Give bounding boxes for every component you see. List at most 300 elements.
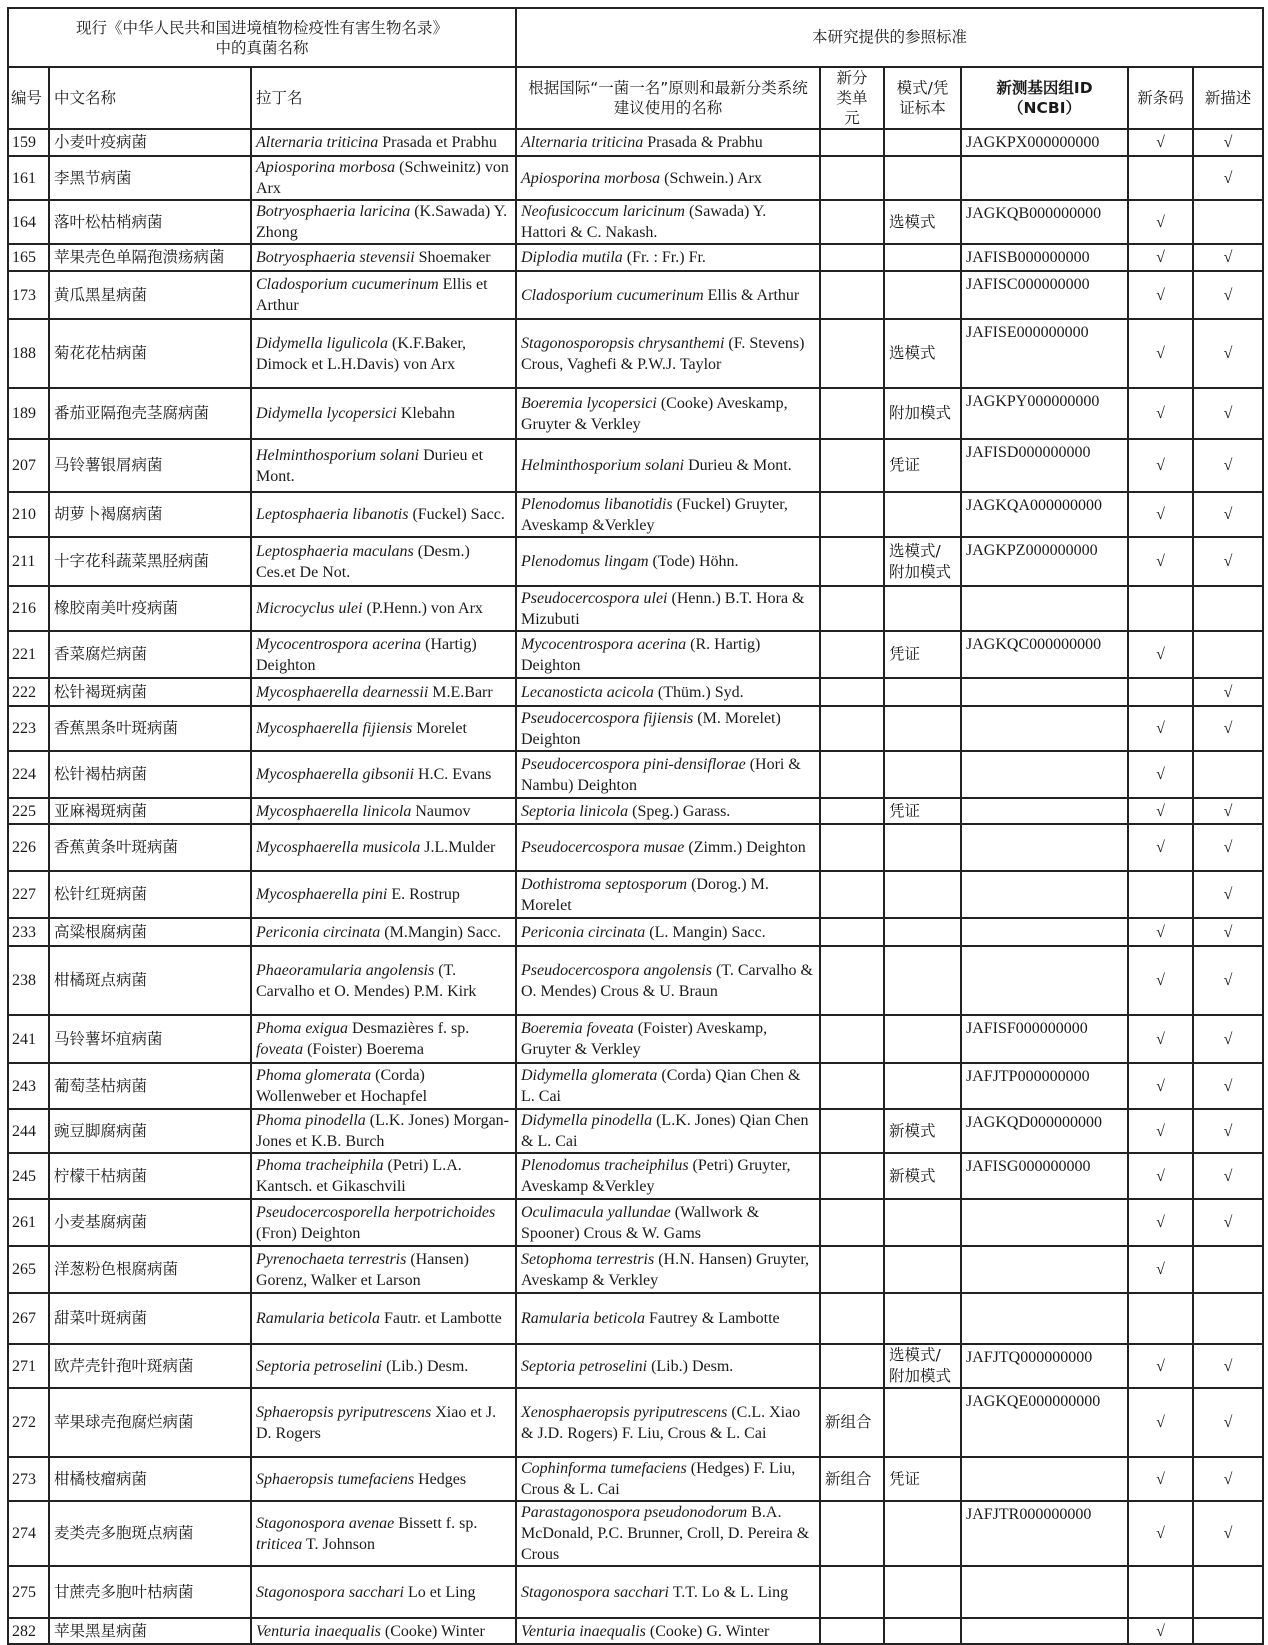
cell-latin-name xyxy=(251,537,516,586)
recommended-authority: Durieu & Mont. xyxy=(684,457,792,474)
recommended-authority: (F. Stevens) Crous, Vaghefi & P.W.J. Taylor xyxy=(521,334,805,373)
cell-new-description: √ xyxy=(1193,706,1263,751)
cell-new-barcode: √ xyxy=(1128,129,1193,156)
cell-type-voucher xyxy=(884,946,961,1015)
recommended-italic: Septoria linicola xyxy=(521,802,629,820)
cell-genome-id xyxy=(961,156,1128,200)
cell-new-description: √ xyxy=(1193,271,1263,319)
cell-type-voucher xyxy=(884,1566,961,1618)
cell-new-taxon xyxy=(820,1153,884,1199)
recommended-authority: T.T. Lo & L. Ling xyxy=(669,1583,789,1601)
table-row xyxy=(8,1566,1263,1618)
cell-new-description: √ xyxy=(1193,1344,1263,1388)
latin-italic: Didymella ligulicola xyxy=(256,334,388,352)
cell-recommended-name xyxy=(516,1457,820,1501)
recommended-italic: Lecanosticta acicola xyxy=(521,683,654,701)
cell-new-description: √ xyxy=(1193,244,1263,271)
cell-no: 159 xyxy=(8,129,49,156)
latin-italic: Sphaeropsis tumefaciens xyxy=(256,1470,415,1488)
cell-recommended-name xyxy=(516,319,820,388)
cell-cn-name: 松针褐斑病菌 xyxy=(49,678,251,706)
latin-italic: Mycosphaerella gibsonii xyxy=(256,766,415,783)
cell-no: 165 xyxy=(8,244,49,271)
latin-italic: Mycocentrospora acerina xyxy=(256,635,422,653)
cell-genome-id: JAFISC000000000 xyxy=(961,271,1128,319)
cell-cn-name: 胡萝卜褐腐病菌 xyxy=(49,492,251,537)
cell-genome-id xyxy=(961,824,1128,871)
latin-authority: (Lib.) Desm. xyxy=(382,1357,469,1375)
cell-genome-id: JAFISG000000000 xyxy=(961,1153,1128,1199)
latin-italic: Leptosphaeria maculans xyxy=(256,542,414,560)
cell-genome-id: JAGKPY000000000 xyxy=(961,388,1128,439)
cell-new-barcode: √ xyxy=(1128,1153,1193,1199)
cell-new-barcode xyxy=(1128,1293,1193,1344)
cell-new-description: √ xyxy=(1193,129,1263,156)
cell-latin-name xyxy=(251,1153,516,1199)
cell-recommended-name xyxy=(516,1618,820,1644)
cell-new-barcode: √ xyxy=(1128,1618,1193,1644)
latin-italic: Botryosphaeria stevensii xyxy=(256,249,415,266)
latin-authority: (L.K. Jones) Morgan-Jones et K.B. Burch xyxy=(256,1112,509,1150)
recommended-italic: Neofusicoccum laricinum xyxy=(521,203,685,220)
cell-new-description: √ xyxy=(1193,871,1263,918)
cell-no: 244 xyxy=(8,1109,49,1153)
cell-new-description: √ xyxy=(1193,1063,1263,1109)
table-row xyxy=(8,492,1263,537)
cell-latin-name xyxy=(251,824,516,871)
cell-new-barcode: √ xyxy=(1128,1388,1193,1457)
latin-italic: Mycosphaerella pini xyxy=(256,886,388,903)
cell-recommended-name xyxy=(516,1063,820,1109)
recommended-italic: Didymella glomerata xyxy=(521,1067,658,1084)
recommended-authority: (Cooke) Aveskamp, Gruyter & Verkley xyxy=(521,394,788,433)
cell-new-taxon xyxy=(820,200,884,244)
cell-recommended-name xyxy=(516,1388,820,1457)
cell-genome-id xyxy=(961,798,1128,824)
cell-no: 223 xyxy=(8,706,49,751)
cell-new-taxon xyxy=(820,1109,884,1153)
latin-italic: Cladosporium cucumerinum xyxy=(256,276,439,293)
latin-italic: Botryosphaeria laricina xyxy=(256,203,411,220)
latin-italic: Periconia circinata xyxy=(256,923,381,941)
cell-genome-id xyxy=(961,1457,1128,1501)
recommended-authority: (L. Mangin) Sacc. xyxy=(645,923,766,941)
latin-italic: Venturia inaequalis xyxy=(256,1622,381,1640)
cell-type-voucher: 凭证 xyxy=(884,1457,961,1501)
latin-italic: Phoma tracheiphila xyxy=(256,1157,384,1174)
latin-authority-2: (Foister) Boerema xyxy=(303,1041,424,1058)
latin-italic: Ramularia beticola xyxy=(256,1310,380,1327)
latin-italic: Phoma exigua xyxy=(256,1020,348,1037)
cell-latin-name xyxy=(251,492,516,537)
cell-new-description: √ xyxy=(1193,1388,1263,1457)
recommended-italic: Periconia circinata xyxy=(521,923,646,941)
cell-type-voucher xyxy=(884,1015,961,1063)
cell-no: 225 xyxy=(8,798,49,824)
cell-latin-name xyxy=(251,1457,516,1501)
recommended-authority: B.A. McDonald, P.C. Brunner, Croll, D. Pereira & Crous xyxy=(521,1504,810,1563)
cell-recommended-name xyxy=(516,1344,820,1388)
latin-authority: (K.F.Baker, Dimock et L.H.Davis) von Arx xyxy=(256,334,467,373)
cell-new-taxon xyxy=(820,1293,884,1344)
cell-type-voucher xyxy=(884,1618,961,1644)
cell-cn-name: 葡萄茎枯病菌 xyxy=(49,1063,251,1109)
table-row xyxy=(8,871,1263,918)
col-header-genome-id: 新测基因组ID（NCBI） xyxy=(961,67,1128,129)
cell-new-taxon xyxy=(820,798,884,824)
cell-new-taxon xyxy=(820,678,884,706)
recommended-authority: (Fr. : Fr.) Fr. xyxy=(622,249,706,266)
recommended-italic: Mycocentrospora acerina xyxy=(521,635,687,653)
cell-type-voucher: 选模式/附加模式 xyxy=(884,1344,961,1388)
cell-genome-id: JAFJTQ000000000 xyxy=(961,1344,1128,1388)
cell-type-voucher: 附加模式 xyxy=(884,388,961,439)
recommended-italic: Plenodomus tracheiphilus xyxy=(521,1157,689,1174)
latin-authority: Naumov xyxy=(411,802,471,820)
recommended-italic: Pseudocercospora ulei xyxy=(521,589,668,607)
cell-type-voucher: 凭证 xyxy=(884,439,961,492)
cell-recommended-name xyxy=(516,678,820,706)
recommended-authority: (Fuckel) Gruyter, Aveskamp &Verkley xyxy=(521,495,788,534)
table-row xyxy=(8,1015,1263,1063)
group-header-row xyxy=(8,8,1263,67)
cell-recommended-name xyxy=(516,1199,820,1246)
cell-new-barcode xyxy=(1128,871,1193,918)
cell-latin-name xyxy=(251,1388,516,1457)
latin-authority: (Corda) Wollenweber et Hochapfel xyxy=(256,1067,428,1105)
table-row xyxy=(8,1153,1263,1199)
cell-new-taxon xyxy=(820,129,884,156)
cell-no: 273 xyxy=(8,1457,49,1501)
cell-cn-name: 高粱根腐病菌 xyxy=(49,918,251,946)
cell-cn-name: 柑橘斑点病菌 xyxy=(49,946,251,1015)
cell-type-voucher: 凭证 xyxy=(884,631,961,678)
cell-new-barcode: √ xyxy=(1128,1246,1193,1293)
table-row xyxy=(8,200,1263,244)
cell-cn-name: 香蕉黄条叶斑病菌 xyxy=(49,824,251,871)
latin-italic: Mycosphaerella musicola xyxy=(256,839,421,856)
cell-new-taxon xyxy=(820,871,884,918)
table-row xyxy=(8,1344,1263,1388)
cell-new-description xyxy=(1193,631,1263,678)
cell-genome-id: JAGKPZ000000000 xyxy=(961,537,1128,586)
latin-authority: (K.Sawada) Y. Zhong xyxy=(256,203,508,241)
cell-type-voucher xyxy=(884,706,961,751)
recommended-italic: Parastagonospora pseudonodorum xyxy=(521,1504,748,1521)
cell-new-description: √ xyxy=(1193,678,1263,706)
col-header-latin-name: 拉丁名 xyxy=(251,67,516,129)
table-row xyxy=(8,319,1263,388)
cell-new-taxon xyxy=(820,271,884,319)
cell-new-taxon xyxy=(820,439,884,492)
recommended-authority: (Foister) Aveskamp, Gruyter & Verkley xyxy=(521,1020,768,1058)
table-row xyxy=(8,439,1263,492)
cell-cn-name: 麦类壳多胞斑点病菌 xyxy=(49,1501,251,1566)
recommended-authority: Fautrey & Lambotte xyxy=(644,1310,780,1327)
recommended-authority: (Schwein.) Arx xyxy=(660,169,762,187)
recommended-authority: (Hori & Nambu) Deighton xyxy=(521,755,801,794)
latin-authority: Xiao et J. D. Rogers xyxy=(256,1403,497,1442)
latin-italic: Stagonospora avenae xyxy=(256,1514,395,1532)
table-row xyxy=(8,631,1263,678)
latin-authority: (Schweinitz) von Arx xyxy=(256,159,509,197)
cell-cn-name: 李黑节病菌 xyxy=(49,156,251,200)
cell-no: 238 xyxy=(8,946,49,1015)
cell-recommended-name xyxy=(516,586,820,631)
recommended-italic: Pseudocercospora musae xyxy=(521,839,685,856)
cell-new-barcode: √ xyxy=(1128,798,1193,824)
cell-cn-name: 洋葱粉色根腐病菌 xyxy=(49,1246,251,1293)
cell-type-voucher xyxy=(884,1388,961,1457)
cell-latin-name xyxy=(251,918,516,946)
table-row xyxy=(8,1618,1263,1644)
cell-latin-name xyxy=(251,586,516,631)
cell-no: 271 xyxy=(8,1344,49,1388)
table-row xyxy=(8,129,1263,156)
recommended-italic: Cophinforma tumefaciens xyxy=(521,1460,687,1477)
table-row xyxy=(8,1293,1263,1344)
latin-authority: (T. Carvalho et O. Mendes) P.M. Kirk xyxy=(256,961,477,1000)
recommended-authority: (Henn.) B.T. Hora & Mizubuti xyxy=(521,589,805,628)
cell-new-barcode: √ xyxy=(1128,824,1193,871)
group-header-current-list: 现行《中华人民共和国进境植物检疫性有害生物名录》中的真菌名称 xyxy=(8,8,516,67)
col-header-type-voucher: 模式/凭证标本 xyxy=(884,67,961,129)
cell-new-barcode: √ xyxy=(1128,244,1193,271)
recommended-authority: (T. Carvalho & O. Mendes) Crous & U. Braun xyxy=(521,961,813,1000)
latin-italic: Pyrenochaeta terrestris xyxy=(256,1250,407,1268)
cell-genome-id: JAGKPX000000000 xyxy=(961,129,1128,156)
latin-italic: Apiosporina morbosa xyxy=(256,159,396,176)
cell-new-description xyxy=(1193,1566,1263,1618)
cell-genome-id: JAGKQD000000000 xyxy=(961,1109,1128,1153)
table-row xyxy=(8,1199,1263,1246)
table-row xyxy=(8,751,1263,798)
cell-type-voucher xyxy=(884,751,961,798)
cell-latin-name xyxy=(251,156,516,200)
cell-no: 224 xyxy=(8,751,49,798)
cell-cn-name: 橡胶南美叶疫病菌 xyxy=(49,586,251,631)
cell-new-description: √ xyxy=(1193,492,1263,537)
latin-authority: Hedges xyxy=(414,1470,467,1488)
cell-new-description: √ xyxy=(1193,1153,1263,1199)
col-header-new-description: 新描述 xyxy=(1193,67,1263,129)
cell-latin-name xyxy=(251,1566,516,1618)
cell-no: 226 xyxy=(8,824,49,871)
cell-recommended-name xyxy=(516,918,820,946)
table-row xyxy=(8,946,1263,1015)
latin-authority: (Hartig) Deighton xyxy=(256,635,477,674)
cell-new-description: √ xyxy=(1193,798,1263,824)
cell-genome-id xyxy=(961,1199,1128,1246)
cell-no: 188 xyxy=(8,319,49,388)
recommended-authority: Ellis & Arthur xyxy=(703,286,800,304)
cell-cn-name: 马铃薯坏疽病菌 xyxy=(49,1015,251,1063)
recommended-authority: (R. Hartig) Deighton xyxy=(521,635,761,674)
cell-latin-name xyxy=(251,1109,516,1153)
cell-new-description: √ xyxy=(1193,1501,1263,1566)
latin-authority: Ellis et Arthur xyxy=(256,276,488,314)
cell-type-voucher xyxy=(884,1199,961,1246)
latin-authority: Morelet xyxy=(412,720,467,737)
cell-cn-name: 香菜腐烂病菌 xyxy=(49,631,251,678)
cell-cn-name: 小麦基腐病菌 xyxy=(49,1199,251,1246)
cell-type-voucher xyxy=(884,1063,961,1109)
cell-genome-id: JAGKQC000000000 xyxy=(961,631,1128,678)
cell-new-description: √ xyxy=(1193,918,1263,946)
table-row xyxy=(8,824,1263,871)
table-row xyxy=(8,1063,1263,1109)
latin-authority: Desmazières f. sp. xyxy=(347,1020,470,1037)
cell-cn-name: 苹果黑星病菌 xyxy=(49,1618,251,1644)
cell-genome-id xyxy=(961,918,1128,946)
cell-recommended-name xyxy=(516,1566,820,1618)
cell-new-taxon xyxy=(820,1501,884,1566)
cell-genome-id xyxy=(961,678,1128,706)
cell-recommended-name xyxy=(516,1015,820,1063)
cell-new-description: √ xyxy=(1193,946,1263,1015)
cell-genome-id xyxy=(961,1293,1128,1344)
cell-genome-id: JAFISB000000000 xyxy=(961,244,1128,271)
cell-latin-name xyxy=(251,706,516,751)
table-row xyxy=(8,271,1263,319)
cell-new-barcode: √ xyxy=(1128,537,1193,586)
cell-cn-name: 香蕉黑条叶斑病菌 xyxy=(49,706,251,751)
recommended-authority: (Sawada) Y. Hattori & C. Nakash. xyxy=(521,203,767,241)
col-header-new-taxon: 新分类单元 xyxy=(820,67,884,129)
cell-no: 272 xyxy=(8,1388,49,1457)
cell-cn-name: 柑橘枝瘤病菌 xyxy=(49,1457,251,1501)
cell-latin-name xyxy=(251,631,516,678)
recommended-italic: Diplodia mutila xyxy=(521,249,623,266)
table-row xyxy=(8,918,1263,946)
recommended-italic: Pseudocercospora pini-densiflorae xyxy=(521,755,746,773)
cell-new-barcode xyxy=(1128,586,1193,631)
cell-recommended-name xyxy=(516,706,820,751)
cell-no: 164 xyxy=(8,200,49,244)
latin-italic-2: foveata xyxy=(256,1041,304,1058)
cell-no: 274 xyxy=(8,1501,49,1566)
cell-latin-name xyxy=(251,1344,516,1388)
recommended-authority: (Hedges) F. Liu, Crous & L. Cai xyxy=(521,1460,796,1498)
recommended-authority: (Corda) Qian Chen & L. Cai xyxy=(521,1067,801,1105)
recommended-italic: Plenodomus lingam xyxy=(521,553,649,570)
latin-authority: E. Rostrup xyxy=(387,886,460,903)
cell-genome-id: JAFJTR000000000 xyxy=(961,1501,1128,1566)
cell-new-description xyxy=(1193,751,1263,798)
cell-type-voucher: 选模式 xyxy=(884,200,961,244)
table-row xyxy=(8,388,1263,439)
cell-no: 241 xyxy=(8,1015,49,1063)
cell-new-barcode: √ xyxy=(1128,706,1193,751)
latin-italic: Sphaeropsis pyriputrescens xyxy=(256,1403,432,1421)
cell-genome-id: JAFJTP000000000 xyxy=(961,1063,1128,1109)
latin-italic: Septoria petroselini xyxy=(256,1357,383,1375)
cell-type-voucher: 新模式 xyxy=(884,1153,961,1199)
cell-new-barcode: √ xyxy=(1128,1109,1193,1153)
cell-no: 161 xyxy=(8,156,49,200)
latin-authority: (Hansen) Gorenz, Walker et Larson xyxy=(256,1250,469,1289)
latin-authority-2: T. Johnson xyxy=(302,1535,375,1553)
latin-authority: J.L.Mulder xyxy=(420,839,496,856)
cell-latin-name xyxy=(251,129,516,156)
table-row xyxy=(8,798,1263,824)
latin-italic: Alternaria triticina xyxy=(256,134,379,151)
cell-new-taxon xyxy=(820,1063,884,1109)
recommended-italic: Apiosporina morbosa xyxy=(521,169,661,187)
cell-no: 261 xyxy=(8,1199,49,1246)
cell-new-description xyxy=(1193,1293,1263,1344)
cell-recommended-name xyxy=(516,1501,820,1566)
cell-no: 210 xyxy=(8,492,49,537)
cell-cn-name: 番茄亚隔孢壳茎腐病菌 xyxy=(49,388,251,439)
recommended-authority: (Petri) Gruyter, Aveskamp &Verkley xyxy=(521,1157,791,1195)
latin-italic: Microcyclus ulei xyxy=(256,600,363,617)
recommended-italic: Pseudocercospora angolensis xyxy=(521,961,712,979)
table-row xyxy=(8,706,1263,751)
recommended-authority: (Lib.) Desm. xyxy=(647,1357,734,1375)
latin-authority: Fautr. et Lambotte xyxy=(379,1310,502,1327)
cell-recommended-name xyxy=(516,129,820,156)
table-row xyxy=(8,1501,1263,1566)
cell-latin-name xyxy=(251,871,516,918)
cell-type-voucher xyxy=(884,586,961,631)
cell-cn-name: 欧芹壳针孢叶斑病菌 xyxy=(49,1344,251,1388)
recommended-authority: (Tode) Höhn. xyxy=(648,553,739,570)
cell-no: 189 xyxy=(8,388,49,439)
cell-no: 227 xyxy=(8,871,49,918)
cell-new-taxon xyxy=(820,537,884,586)
cell-genome-id: JAGKQE000000000 xyxy=(961,1388,1128,1457)
cell-cn-name: 亚麻褐斑病菌 xyxy=(49,798,251,824)
cell-cn-name: 黄瓜黑星病菌 xyxy=(49,271,251,319)
cell-new-description: √ xyxy=(1193,388,1263,439)
table-row xyxy=(8,537,1263,586)
cell-cn-name: 松针红斑病菌 xyxy=(49,871,251,918)
recommended-italic: Venturia inaequalis xyxy=(521,1622,646,1640)
latin-italic: Mycosphaerella fijiensis xyxy=(256,720,413,737)
col-header-cn-name: 中文名称 xyxy=(49,67,251,129)
cell-genome-id xyxy=(961,1618,1128,1644)
cell-recommended-name xyxy=(516,824,820,871)
cell-no: 233 xyxy=(8,918,49,946)
cell-type-voucher: 选模式 xyxy=(884,319,961,388)
cell-genome-id xyxy=(961,871,1128,918)
cell-type-voucher xyxy=(884,156,961,200)
cell-recommended-name xyxy=(516,1109,820,1153)
cell-recommended-name xyxy=(516,1246,820,1293)
recommended-authority: (L.K. Jones) Qian Chen & L. Cai xyxy=(521,1112,809,1150)
cell-type-voucher xyxy=(884,1293,961,1344)
recommended-authority: (Cooke) G. Winter xyxy=(645,1622,770,1640)
cell-type-voucher: 凭证 xyxy=(884,798,961,824)
cell-new-barcode: √ xyxy=(1128,1015,1193,1063)
latin-italic-2: triticea xyxy=(256,1535,303,1553)
recommended-italic: Stagonosporopsis chrysanthemi xyxy=(521,334,725,352)
col-header-new-barcode: 新条码 xyxy=(1128,67,1193,129)
cell-no: 207 xyxy=(8,439,49,492)
cell-recommended-name xyxy=(516,200,820,244)
recommended-authority: (Zimm.) Deighton xyxy=(684,839,806,856)
cell-genome-id xyxy=(961,586,1128,631)
cell-recommended-name xyxy=(516,798,820,824)
recommended-authority: (M. Morelet) Deighton xyxy=(521,709,781,748)
cell-new-barcode: √ xyxy=(1128,200,1193,244)
cell-no: 173 xyxy=(8,271,49,319)
cell-latin-name xyxy=(251,1246,516,1293)
cell-latin-name xyxy=(251,388,516,439)
table-row xyxy=(8,1246,1263,1293)
cell-new-barcode: √ xyxy=(1128,1199,1193,1246)
